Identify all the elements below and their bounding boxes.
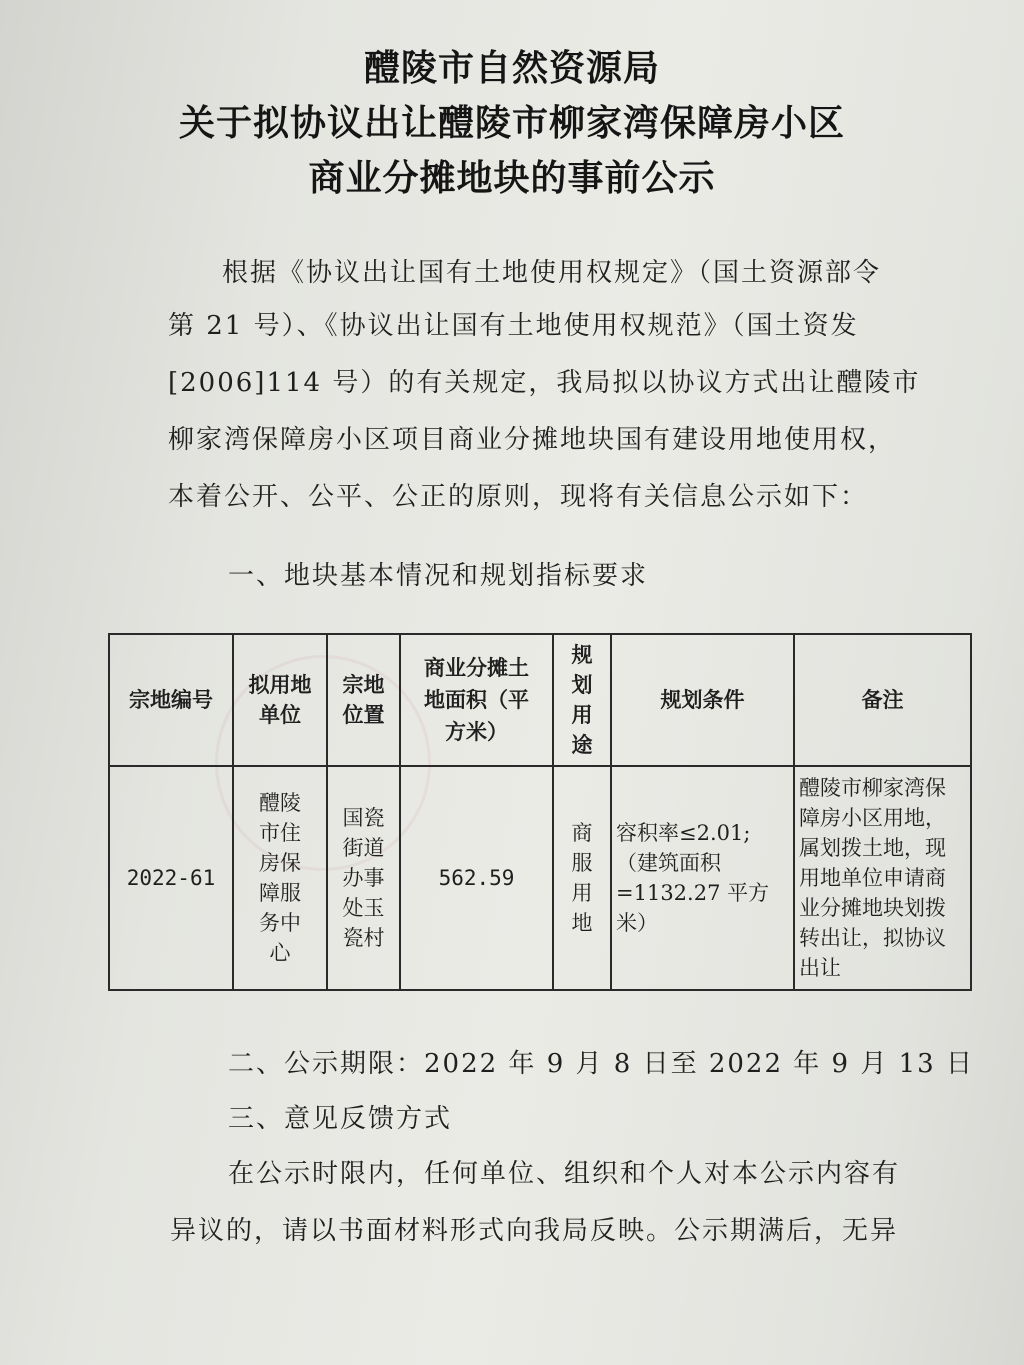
paragraph-3-line-1: 在公示时限内，任何单位、组织和个人对本公示内容有 xyxy=(228,1159,901,1189)
cell-location-text: 国瓷街道办事处玉瓷村 xyxy=(342,806,385,950)
header-area-text: 商业分摊土地面积（平方米） xyxy=(423,656,529,744)
cell-land-unit-text: 醴陵市住房保障服务中心 xyxy=(259,791,301,965)
header-conditions: 规划条件 xyxy=(611,634,794,766)
table-row xyxy=(109,766,971,990)
document-title-line-1: 醴陵市自然资源局 xyxy=(363,48,660,89)
document-title-line-2: 关于拟协议出让醴陵市柳家湾保障房小区 xyxy=(178,103,845,144)
header-area xyxy=(400,634,553,766)
paragraph-1-line-4: 柳家湾保障房小区项目商业分摊地块国有建设用地使用权， xyxy=(168,425,897,455)
parcel-info-table xyxy=(108,633,972,991)
cell-conditions: 容积率≤2.01;（建筑面积=1132.27 平方米） xyxy=(611,766,794,990)
header-land-unit-text: 拟用地单位 xyxy=(248,673,312,727)
header-parcel-no: 宗地编号 xyxy=(109,634,233,766)
header-land-unit xyxy=(233,634,327,766)
section-1-heading: 一、地块基本情况和规划指标要求 xyxy=(228,561,649,591)
header-remarks: 备注 xyxy=(794,634,971,766)
cell-use-text: 商服用地 xyxy=(571,821,593,935)
section-2-period: 二、公示期限：2022 年 9 月 8 日至 2022 年 9 月 13 日 xyxy=(228,1049,974,1079)
cell-parcel-no: 2022-61 xyxy=(109,766,233,990)
cell-area: 562.59 xyxy=(400,766,553,990)
table-header-row xyxy=(109,634,971,766)
paragraph-1-line-3: [2006]114 号）的有关规定，我局拟以协议方式出让醴陵市 xyxy=(168,368,921,398)
paragraph-1-line-5: 本着公开、公平、公正的原则，现将有关信息公示如下： xyxy=(168,482,869,512)
header-use xyxy=(553,634,611,766)
paragraph-3-line-2: 异议的，请以书面材料形式向我局反映。公示期满后，无异 xyxy=(170,1216,899,1246)
cell-use xyxy=(553,766,611,990)
cell-land-unit xyxy=(233,766,327,990)
cell-remarks: 醴陵市柳家湾保障房小区用地，属划拨土地，现用地单位申请商业分摊地块划拨转出让，拟协议出让 xyxy=(794,766,971,990)
header-use-text: 规划用途 xyxy=(571,643,593,757)
header-location xyxy=(327,634,400,766)
cell-location xyxy=(327,766,400,990)
document-title-line-3: 商业分摊地块的事前公示 xyxy=(308,158,716,199)
section-3-heading: 三、意见反馈方式 xyxy=(228,1104,453,1134)
paragraph-1-line-1: 根据《协议出让国有土地使用权规定》（国土资源部令 xyxy=(222,258,882,288)
paragraph-1-line-2: 第 21 号）、《协议出让国有土地使用权规范》（国土资发 xyxy=(168,311,859,341)
header-location-text: 宗地位置 xyxy=(342,673,385,727)
